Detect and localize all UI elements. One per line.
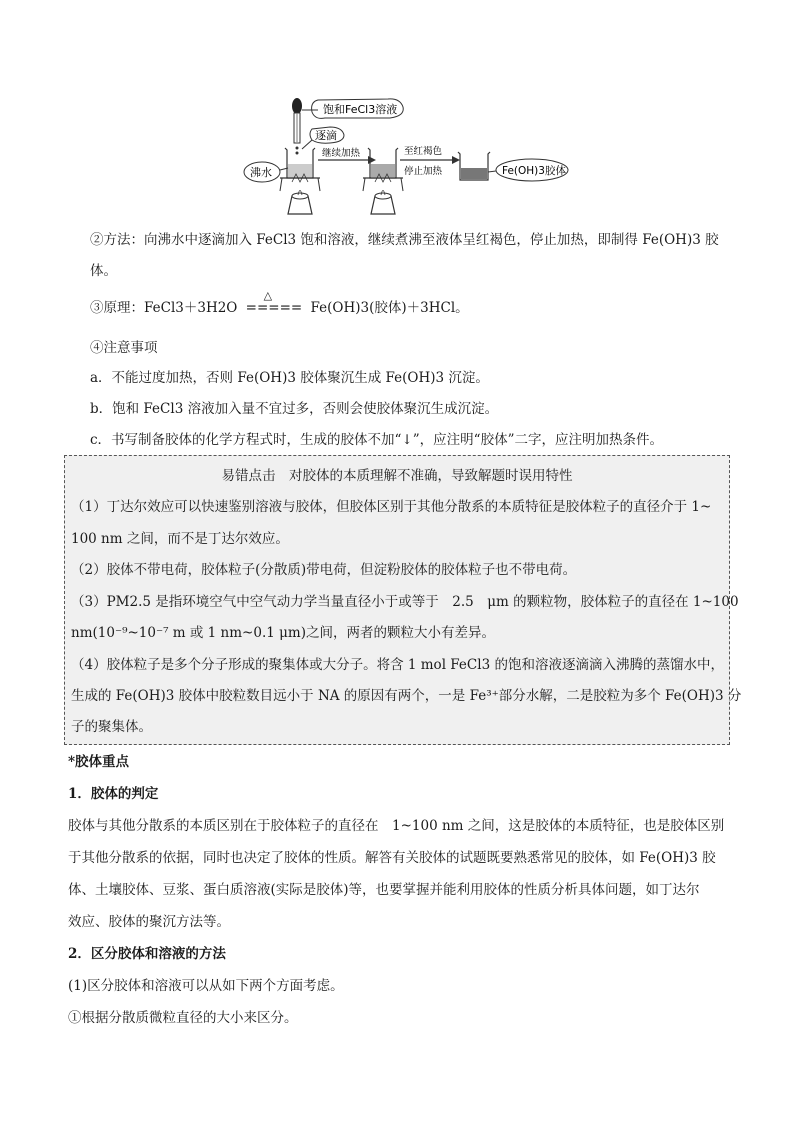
box-p1-line2: 100 nm 之间，而不是丁达尔效应。 <box>71 531 289 547</box>
arrow1-label: 继续加热 <box>322 148 361 159</box>
principle-equals: ===== <box>245 300 303 316</box>
note-c: c．书写制备胶体的化学方程式时，生成的胶体不加“↓”，应注明“胶体”二字，应注明加热条件。 <box>90 432 663 448</box>
section-p2: (1)区分胶体和溶液可以从如下两个方面考虑。 <box>68 978 344 994</box>
section-p1-line4: 效应、胶体的聚沉方法等。 <box>68 914 230 930</box>
beaker-3 <box>458 152 490 180</box>
product-label: Fe(OH)3胶体 <box>502 165 566 177</box>
experiment-diagram <box>240 96 580 221</box>
box-title: 易错点击 对胶体的本质理解不准确，导致解题时误用特性 <box>221 468 573 484</box>
box-p3-line1: （3）PM2.5 是指环境空气中空气动力学当量直径小于或等于 2.5 μm 的颗粒物，胶体粒子的直径在 1~100 <box>71 594 739 610</box>
heat-condition: △ <box>263 289 273 302</box>
principle-prefix: ③原理：FeCl3＋3H2O <box>90 300 238 316</box>
arrow2-label-bottom: 停止加热 <box>404 166 443 177</box>
section-heading: *胶体重点 <box>68 754 130 770</box>
method-line-2: 体。 <box>90 263 117 279</box>
dropper-icon <box>292 98 302 143</box>
section-p3: ①根据分散质微粒直径的大小来区分。 <box>68 1010 298 1026</box>
boiling-water-label: 沸水 <box>250 166 272 179</box>
box-p4-line1: （4）胶体粒子是多个分子形成的聚集体或大分子。将含 1 mol FeCl3 的饱和溶液逐滴滴入沸腾的蒸馏水中， <box>71 657 724 673</box>
note-b: b．饱和 FeCl3 溶液加入量不宜过多，否则会使胶体聚沉生成沉淀。 <box>90 401 499 417</box>
box-p4-line3: 子的聚集体。 <box>71 719 152 735</box>
arrow2-label-top: 至红褐色 <box>404 146 443 157</box>
box-p4-line2: 生成的 Fe(OH)3 胶体中胶粒数目远小于 NA 的原因有两个，一是 Fe³⁺部分水解，二是胶粒为多个 Fe(OH)3 分 <box>71 688 742 704</box>
section-p1-line2: 于其他分散系的依据，同时也决定了胶体的性质。解答有关胶体的试题既要熟悉常见的胶体，如 Fe(OH)3 胶 <box>68 850 716 866</box>
dropwise-label: 逐滴 <box>315 129 337 142</box>
principle-suffix: Fe(OH)3(胶体)＋3HCl。 <box>310 300 469 316</box>
principle-equals-wrap <box>245 289 303 318</box>
section-p1-line1: 胶体与其他分散系的本质区别在于胶体粒子的直径在 1~100 nm 之间，这是胶体的本质特征，也是胶体区别 <box>68 818 725 834</box>
fecl3-label: 饱和FeCl3溶液 <box>323 103 398 116</box>
box-p3-line2: nm(10⁻⁹~10⁻⁷ m 或 1 nm~0.1 μm)之间，两者的颗粒大小有差异。 <box>71 625 495 641</box>
method-line-1: ②方法：向沸水中逐滴加入 FeCl3 饱和溶液，继续煮沸至液体呈红褐色，停止加热，即制得 Fe(OH)3 胶 <box>90 232 719 248</box>
principle-line <box>90 289 469 318</box>
section-p1-line3: 体、土壤胶体、豆浆、蛋白质溶液(实际是胶体)等，也要掌握并能利用胶体的性质分析具体问题，如丁达尔 <box>68 882 700 898</box>
note-a: a．不能过度加热，否则 Fe(OH)3 胶体聚沉生成 Fe(OH)3 沉淀。 <box>90 370 489 386</box>
box-p1-line1: （1）丁达尔效应可以快速鉴别溶液与胶体，但胶体区别于其他分散系的本质特征是胶体粒子的直径介于 1~ <box>71 499 712 515</box>
heading-1: 1．胶体的判定 <box>68 786 159 802</box>
common-mistakes-box <box>64 455 742 745</box>
box-p2: （2）胶体不带电荷，胶体粒子(分散质)带电荷，但淀粉胶体的胶体粒子也不带电荷。 <box>71 562 577 578</box>
notes-title: ④注意事项 <box>90 340 158 356</box>
heading-2: 2．区分胶体和溶液的方法 <box>68 946 226 962</box>
beaker-1 <box>280 148 320 214</box>
